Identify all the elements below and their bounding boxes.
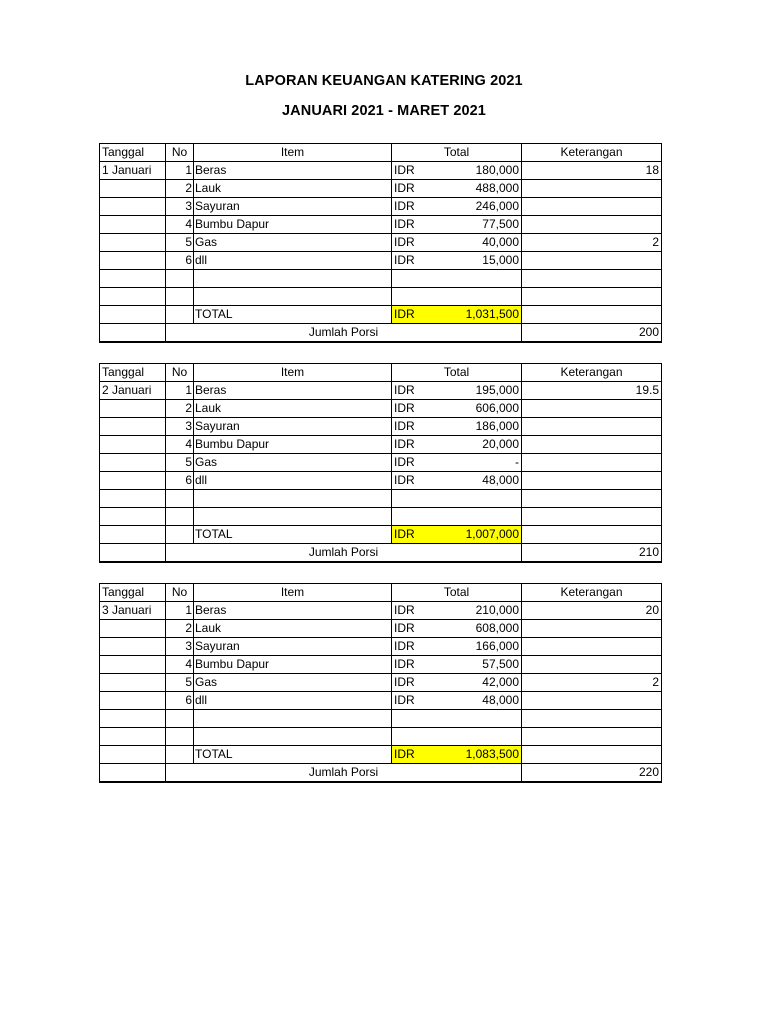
- col-item-header: Item: [194, 364, 392, 382]
- total-label: TOTAL: [194, 306, 392, 324]
- amount-value: 210,000: [475, 603, 519, 617]
- col-total-header: Total: [392, 584, 522, 602]
- row-number: 5: [166, 454, 194, 472]
- currency-label: IDR: [394, 419, 415, 433]
- table-row: [100, 674, 662, 692]
- amount-cell: [392, 436, 522, 454]
- amount-cell: [392, 180, 522, 198]
- date-cell: 2 Januari: [100, 382, 166, 400]
- amount-cell: [392, 620, 522, 638]
- currency-label: IDR: [394, 199, 415, 213]
- item-name: Lauk: [194, 180, 392, 198]
- porsi-row: [100, 764, 662, 783]
- total-row: [100, 306, 662, 324]
- date-cell: [100, 674, 166, 692]
- currency-label: IDR: [394, 163, 415, 177]
- date-cell: [100, 418, 166, 436]
- row-number: 6: [166, 692, 194, 710]
- empty-row: [100, 288, 662, 306]
- currency-label: IDR: [394, 217, 415, 231]
- table-row: [100, 234, 662, 252]
- currency-label: IDR: [394, 657, 415, 671]
- date-cell: [100, 692, 166, 710]
- note-cell: [522, 252, 662, 270]
- amount-value: 606,000: [475, 401, 519, 415]
- amount-cell: [392, 656, 522, 674]
- table-row: [100, 692, 662, 710]
- amount-cell: [392, 216, 522, 234]
- total-currency: IDR: [394, 527, 415, 541]
- note-cell: [522, 180, 662, 198]
- total-amount-cell: [392, 526, 522, 544]
- note-cell: [522, 400, 662, 418]
- total-label: TOTAL: [194, 526, 392, 544]
- currency-label: IDR: [394, 437, 415, 451]
- currency-label: IDR: [394, 455, 415, 469]
- note-cell: [522, 638, 662, 656]
- col-item-header: Item: [194, 144, 392, 162]
- note-cell: [522, 198, 662, 216]
- table-row: [100, 400, 662, 418]
- empty-row: [100, 270, 662, 288]
- amount-value: 40,000: [482, 235, 519, 249]
- col-total-header: Total: [392, 364, 522, 382]
- row-number: 3: [166, 638, 194, 656]
- row-number: 3: [166, 198, 194, 216]
- header-row: [100, 364, 662, 382]
- amount-cell: [392, 382, 522, 400]
- row-number: 2: [166, 400, 194, 418]
- amount-cell: [392, 198, 522, 216]
- table-row: [100, 602, 662, 620]
- report-title: LAPORAN KEUANGAN KATERING 2021: [245, 73, 523, 89]
- table-row: [100, 436, 662, 454]
- header-row: [100, 144, 662, 162]
- table-row: [100, 638, 662, 656]
- amount-cell: [392, 692, 522, 710]
- date-cell: [100, 638, 166, 656]
- row-number: 6: [166, 472, 194, 490]
- table-row: [100, 382, 662, 400]
- amount-value: 57,500: [482, 657, 519, 671]
- currency-label: IDR: [394, 473, 415, 487]
- ledger-table-3: [99, 583, 662, 783]
- row-number: 2: [166, 180, 194, 198]
- table-row: [100, 656, 662, 674]
- currency-label: IDR: [394, 639, 415, 653]
- currency-label: IDR: [394, 603, 415, 617]
- ledger-table-2: [99, 363, 662, 563]
- porsi-row: [100, 324, 662, 343]
- porsi-value: 220: [522, 764, 662, 783]
- currency-label: IDR: [394, 253, 415, 267]
- currency-label: IDR: [394, 401, 415, 415]
- note-cell: 18: [522, 162, 662, 180]
- row-number: 4: [166, 656, 194, 674]
- total-amount-cell: [392, 306, 522, 324]
- item-name: Sayuran: [194, 418, 392, 436]
- date-cell: 1 Januari: [100, 162, 166, 180]
- amount-cell: [392, 472, 522, 490]
- note-cell: 2: [522, 674, 662, 692]
- amount-cell: [392, 400, 522, 418]
- date-cell: [100, 252, 166, 270]
- amount-cell: [392, 638, 522, 656]
- empty-row: [100, 490, 662, 508]
- date-cell: [100, 198, 166, 216]
- note-cell: 19.5: [522, 382, 662, 400]
- total-currency: IDR: [394, 307, 415, 321]
- item-name: Beras: [194, 602, 392, 620]
- note-cell: 20: [522, 602, 662, 620]
- col-date-header: Tanggal: [100, 144, 166, 162]
- empty-row: [100, 508, 662, 526]
- note-cell: [522, 692, 662, 710]
- amount-cell: [392, 674, 522, 692]
- porsi-label: Jumlah Porsi: [166, 544, 522, 563]
- amount-value: 42,000: [482, 675, 519, 689]
- amount-value: 180,000: [475, 163, 519, 177]
- amount-cell: [392, 418, 522, 436]
- amount-value: 166,000: [475, 639, 519, 653]
- col-no-header: No: [166, 144, 194, 162]
- date-cell: [100, 472, 166, 490]
- currency-label: IDR: [394, 181, 415, 195]
- table-row: [100, 418, 662, 436]
- date-cell: 3 Januari: [100, 602, 166, 620]
- amount-value: 15,000: [482, 253, 519, 267]
- date-cell: [100, 620, 166, 638]
- row-number: 6: [166, 252, 194, 270]
- date-cell: [100, 180, 166, 198]
- item-name: Sayuran: [194, 638, 392, 656]
- porsi-value: 210: [522, 544, 662, 563]
- row-number: 4: [166, 436, 194, 454]
- amount-cell: [392, 602, 522, 620]
- item-name: dll: [194, 472, 392, 490]
- note-cell: 2: [522, 234, 662, 252]
- currency-label: IDR: [394, 693, 415, 707]
- header-row: [100, 584, 662, 602]
- note-cell: [522, 656, 662, 674]
- row-number: 1: [166, 602, 194, 620]
- amount-value: 20,000: [482, 437, 519, 451]
- item-name: Bumbu Dapur: [194, 656, 392, 674]
- col-total-header: Total: [392, 144, 522, 162]
- amount-cell: [392, 252, 522, 270]
- total-value: 1,083,500: [465, 747, 519, 761]
- report-period: JANUARI 2021 - MARET 2021: [282, 103, 486, 119]
- date-cell: [100, 400, 166, 418]
- item-name: Bumbu Dapur: [194, 216, 392, 234]
- row-number: 2: [166, 620, 194, 638]
- row-number: 4: [166, 216, 194, 234]
- date-cell: [100, 436, 166, 454]
- item-name: Gas: [194, 674, 392, 692]
- table-row: [100, 180, 662, 198]
- table-row: [100, 162, 662, 180]
- col-date-header: Tanggal: [100, 584, 166, 602]
- porsi-row: [100, 544, 662, 563]
- date-cell: [100, 216, 166, 234]
- col-date-header: Tanggal: [100, 364, 166, 382]
- empty-row: [100, 710, 662, 728]
- item-name: dll: [194, 692, 392, 710]
- amount-value: 48,000: [482, 693, 519, 707]
- item-name: Sayuran: [194, 198, 392, 216]
- table-row: [100, 252, 662, 270]
- amount-value: 186,000: [475, 419, 519, 433]
- col-no-header: No: [166, 584, 194, 602]
- porsi-value: 200: [522, 324, 662, 343]
- note-cell: [522, 472, 662, 490]
- amount-value: 195,000: [475, 383, 519, 397]
- col-note-header: Keterangan: [522, 364, 662, 382]
- amount-value: 48,000: [482, 473, 519, 487]
- note-cell: [522, 216, 662, 234]
- total-amount-cell: [392, 746, 522, 764]
- currency-label: IDR: [394, 383, 415, 397]
- row-number: 5: [166, 234, 194, 252]
- total-value: 1,007,000: [465, 527, 519, 541]
- row-number: 5: [166, 674, 194, 692]
- amount-cell: [392, 454, 522, 472]
- col-note-header: Keterangan: [522, 584, 662, 602]
- item-name: Bumbu Dapur: [194, 436, 392, 454]
- row-number: 1: [166, 382, 194, 400]
- note-cell: [522, 454, 662, 472]
- total-row: [100, 526, 662, 544]
- amount-value: 488,000: [475, 181, 519, 195]
- note-cell: [522, 418, 662, 436]
- porsi-label: Jumlah Porsi: [166, 324, 522, 343]
- note-cell: [522, 620, 662, 638]
- item-name: Gas: [194, 454, 392, 472]
- table-row: [100, 620, 662, 638]
- total-row: [100, 746, 662, 764]
- col-item-header: Item: [194, 584, 392, 602]
- amount-value: 77,500: [482, 217, 519, 231]
- ledger-table-1: [99, 143, 662, 343]
- table-row: [100, 198, 662, 216]
- currency-label: IDR: [394, 235, 415, 249]
- table-row: [100, 216, 662, 234]
- item-name: Lauk: [194, 400, 392, 418]
- amount-value: 608,000: [475, 621, 519, 635]
- porsi-label: Jumlah Porsi: [166, 764, 522, 783]
- row-number: 1: [166, 162, 194, 180]
- currency-label: IDR: [394, 621, 415, 635]
- item-name: Gas: [194, 234, 392, 252]
- col-no-header: No: [166, 364, 194, 382]
- amount-value: 246,000: [475, 199, 519, 213]
- note-cell: [522, 436, 662, 454]
- row-number: 3: [166, 418, 194, 436]
- item-name: Beras: [194, 382, 392, 400]
- date-cell: [100, 656, 166, 674]
- date-cell: [100, 454, 166, 472]
- amount-cell: [392, 162, 522, 180]
- currency-label: IDR: [394, 675, 415, 689]
- total-currency: IDR: [394, 747, 415, 761]
- col-note-header: Keterangan: [522, 144, 662, 162]
- total-value: 1,031,500: [465, 307, 519, 321]
- item-name: dll: [194, 252, 392, 270]
- amount-value: -: [515, 455, 519, 469]
- item-name: Lauk: [194, 620, 392, 638]
- date-cell: [100, 234, 166, 252]
- empty-row: [100, 728, 662, 746]
- item-name: Beras: [194, 162, 392, 180]
- total-label: TOTAL: [194, 746, 392, 764]
- table-row: [100, 454, 662, 472]
- table-row: [100, 472, 662, 490]
- amount-cell: [392, 234, 522, 252]
